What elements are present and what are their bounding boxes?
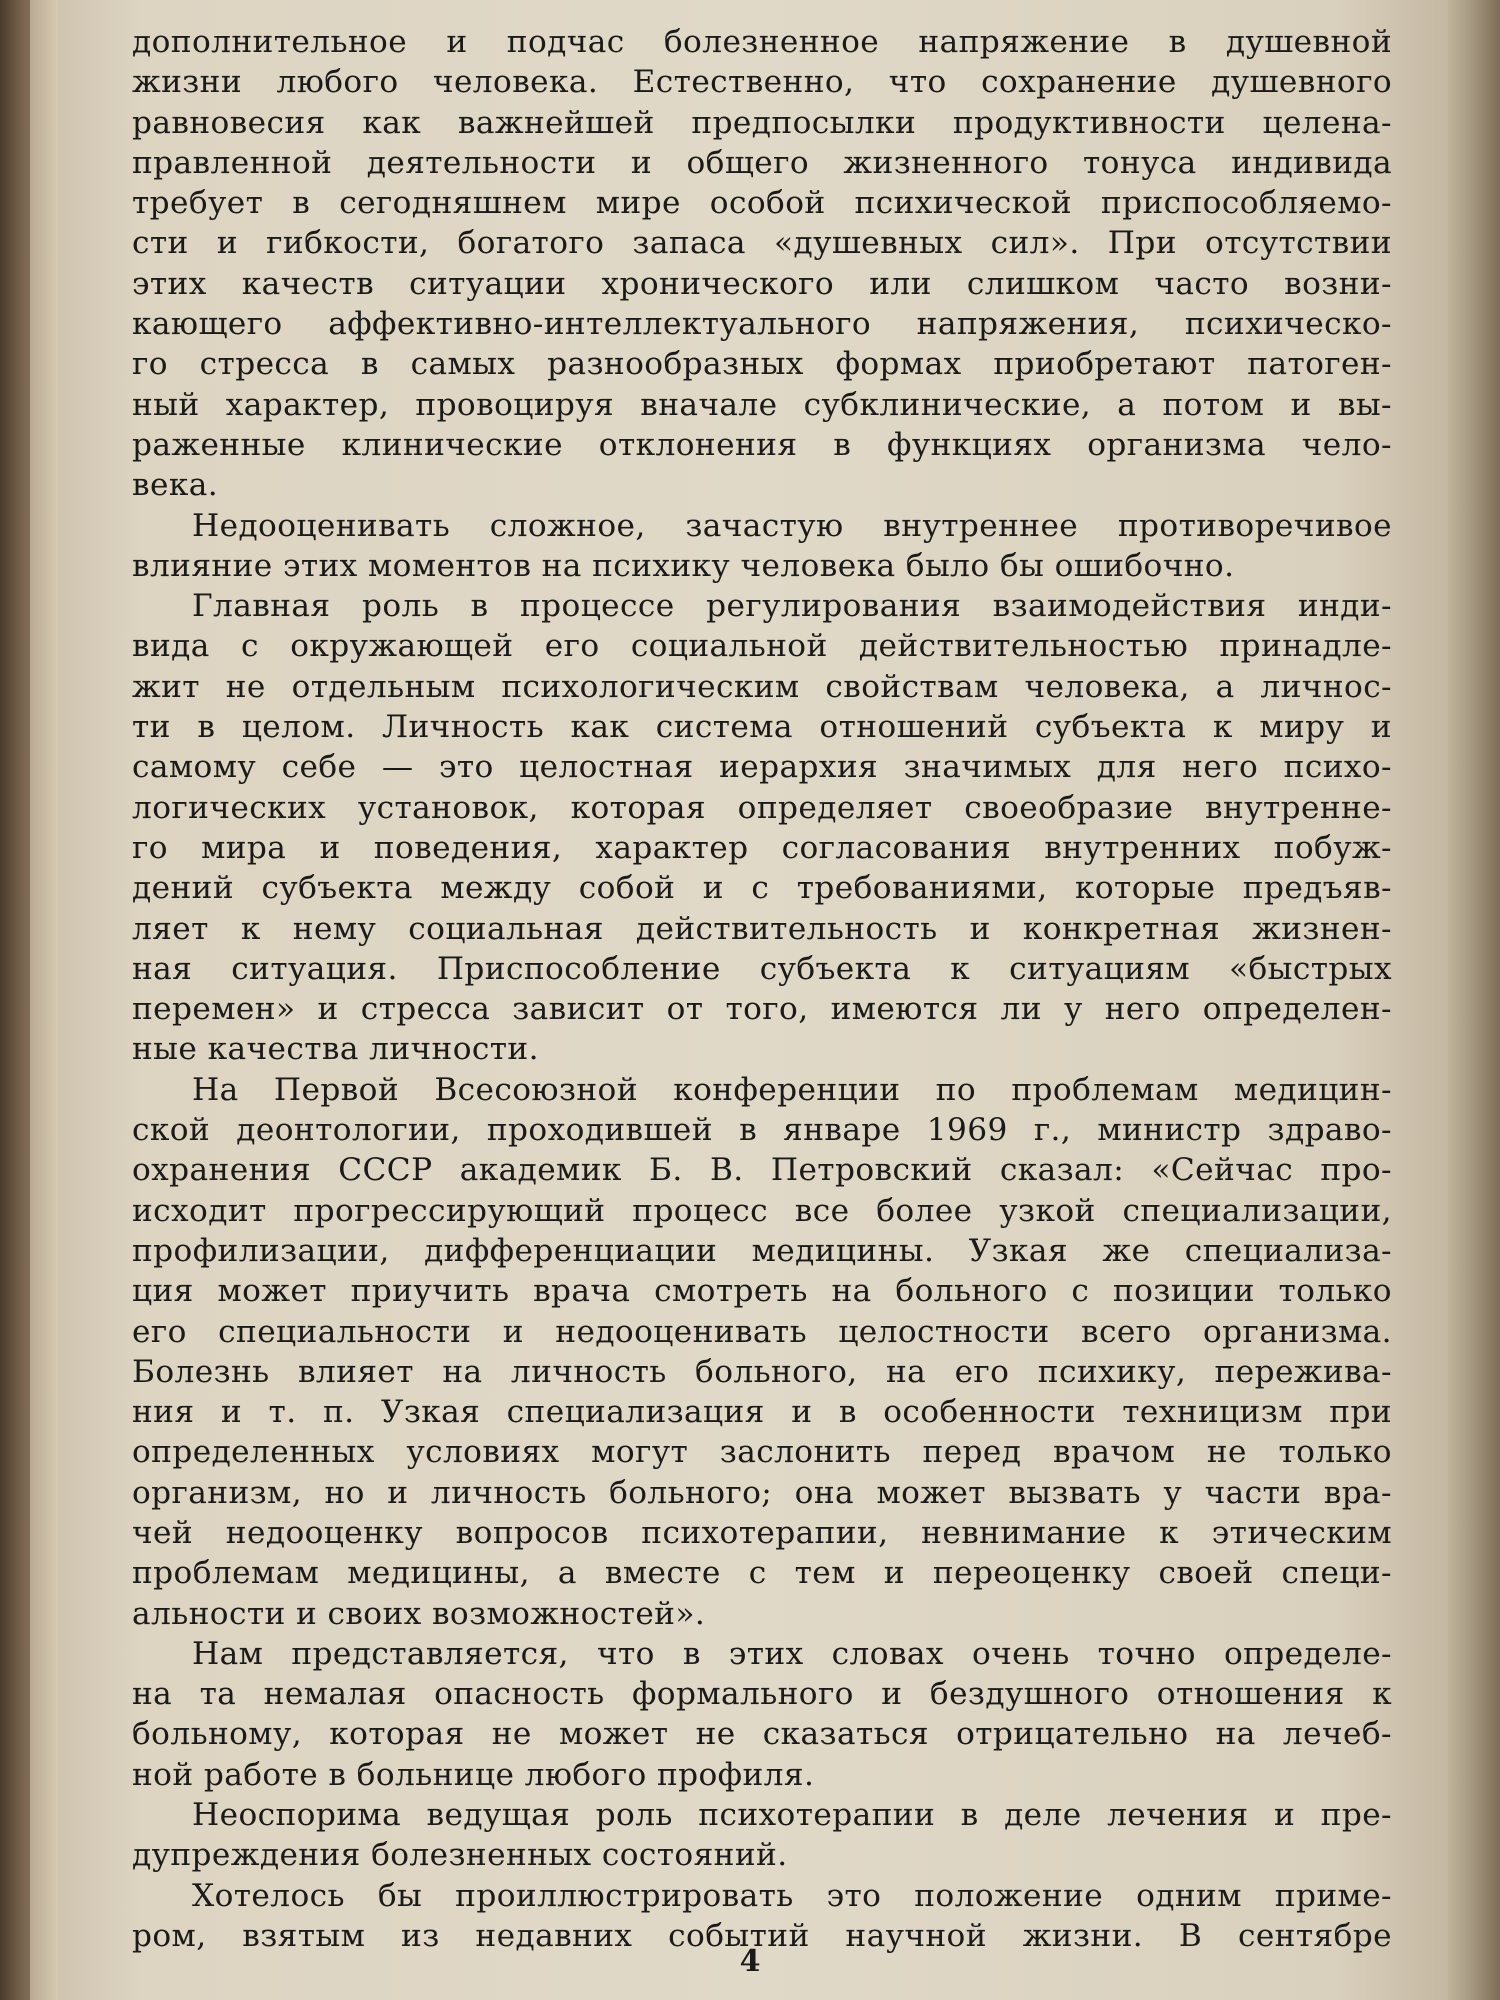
text-line: равновесия как важнейшей предпосылки продуктивности целена- <box>132 104 1392 141</box>
text-line: охранения СССР академик Б. В. Петровский сказал: «Сейчас про- <box>132 1152 1392 1189</box>
text-line: этих качеств ситуации хронического или слишком часто возни- <box>132 265 1392 302</box>
text-line: больному, которая не может не сказаться отрицательно на лечеб- <box>132 1716 1392 1753</box>
text-line: ная ситуация. Приспособление субъекта к ситуациям «быстрых <box>132 950 1392 987</box>
text-line: логических установок, которая определяет своеобразие внутренне- <box>132 789 1392 826</box>
text-line: Болезнь влияет на личность больного, на его психику, пережива- <box>132 1353 1392 1390</box>
text-line: вида с окружающей его социальной действительностью принадле- <box>132 628 1392 665</box>
text-line: Недооценивать сложное, зачастую внутреннее противоречивое <box>192 507 1392 544</box>
text-line: ные качества личности. <box>132 1031 539 1068</box>
text-line: ния и т. п. Узкая специализация и в особенности техницизм при <box>132 1394 1392 1431</box>
text-line: раженные клинические отклонения в функциях организма чело- <box>132 426 1392 463</box>
body-text <box>132 22 1392 1956</box>
text-line: влияние этих моментов на психику человека было бы ошибочно. <box>132 547 1235 584</box>
text-line: ция может приучить врача смотреть на больного с позиции только <box>132 1273 1392 1310</box>
text-line: века. <box>132 467 219 504</box>
text-line: ляет к нему социальная действительность и конкретная жизнен- <box>132 910 1392 947</box>
text-line: сти и гибкости, богатого запаса «душевных сил». При отсутствии <box>132 225 1392 262</box>
text-line: профилизации, дифференциации медицины. Узкая же специализа- <box>132 1232 1392 1269</box>
text-line: исходит прогрессирующий процесс все более узкой специализации, <box>132 1192 1392 1229</box>
text-line: чей недооценку вопросов психотерапии, невнимание к этическим <box>132 1514 1392 1551</box>
text-line: Нам представляется, что в этих словах очень точно определе- <box>192 1635 1392 1672</box>
text-line: ной работе в больнице любого профиля. <box>132 1756 815 1793</box>
text-line: ром, взятым из недавних событий научной жизни. В сентябре <box>132 1917 1392 1954</box>
text-line: альности и своих возможностей». <box>132 1595 706 1632</box>
text-line: на та немалая опасность формального и бездушного отношения к <box>132 1676 1392 1713</box>
text-line: дупреждения болезненных состояний. <box>132 1837 788 1874</box>
text-line: го стресса в самых разнообразных формах приобретают патоген- <box>132 346 1392 383</box>
text-line: ской деонтологии, проходившей в январе 1969 г., министр здраво- <box>132 1112 1392 1149</box>
text-line: На Первой Всесоюзной конференции по проблемам медицин- <box>192 1071 1392 1108</box>
page-number: 4 <box>739 1944 761 1979</box>
text-line: определенных условиях могут заслонить перед врачом не только <box>132 1434 1392 1471</box>
text-line: го мира и поведения, характер согласования внутренних побуж- <box>132 829 1392 866</box>
text-line: жизни любого человека. Естественно, что сохранение душевного <box>132 64 1392 101</box>
text-line: правленной деятельности и общего жизненного тонуса индивида <box>132 144 1392 181</box>
text-line: требует в сегодняшнем мире особой психической приспособляемо- <box>132 185 1392 222</box>
text-line: проблемам медицины, а вместе с тем и переоценку своей специ- <box>132 1555 1392 1592</box>
text-line: Неоспорима ведущая роль психотерапии в деле лечения и пре- <box>192 1797 1392 1834</box>
text-line: дений субъекта между собой и с требованиями, которые предъяв- <box>132 870 1392 907</box>
text-line: дополнительное и подчас болезненное напряжение в душевной <box>132 24 1392 60</box>
right-page-edge <box>1448 0 1500 2000</box>
text-line: Главная роль в процессе регулирования взаимодействия инди- <box>192 588 1392 625</box>
text-line: организм, но и личность больного; она может вызвать у части вра- <box>132 1474 1392 1511</box>
left-page-edge <box>30 0 61 2000</box>
text-line: Хотелось бы проиллюстрировать это положение одним приме- <box>192 1877 1392 1914</box>
text-line: жит не отдельным психологическим свойствам человека, а личнос- <box>132 668 1392 705</box>
text-line: кающего аффективно-интеллектуального напряжения, психическо- <box>132 306 1392 343</box>
text-line: ти в целом. Личность как система отношений субъекта к миру и <box>132 709 1392 746</box>
text-line: его специальности и недооценивать целостности всего организма. <box>132 1313 1392 1350</box>
text-line: самому себе — это целостная иерархия значимых для него психо- <box>132 749 1392 786</box>
text-line: ный характер, провоцируя вначале субклинические, а потом и вы- <box>132 386 1392 423</box>
text-line: перемен» и стресса зависит от того, имеются ли у него определен- <box>132 991 1392 1028</box>
